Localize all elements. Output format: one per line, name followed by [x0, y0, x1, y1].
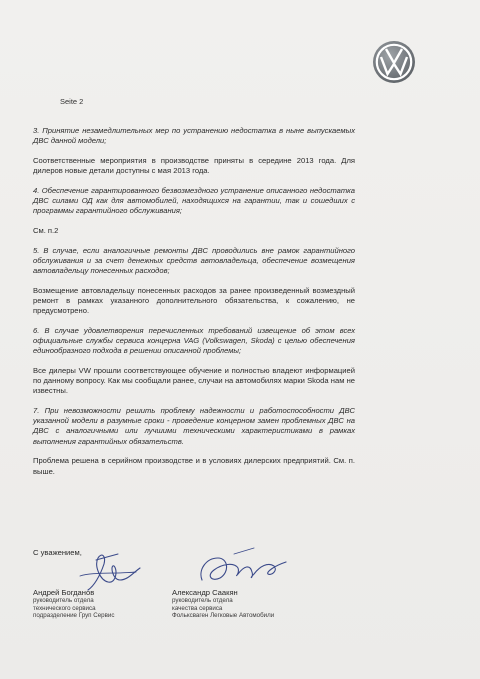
paragraph-response-7: Проблема решена в серийном производстве и в условиях дилерских предприятий. См. п. выше. — [33, 456, 355, 476]
paragraph-response-3: Соответственные мероприятия в производстве приняты в середине 2013 года. Для дилеров новые детали доступны с мая 2013 года. — [33, 155, 355, 176]
signatory-role-line: Фольксваген Легковые Автомобили — [172, 612, 275, 620]
signatory-role-line: руководитель отдела — [33, 597, 94, 604]
signatory-name: Александр Саакян — [172, 588, 238, 597]
paragraph-response-5: Возмещение автовладельцу понесенных расходов за ранее произведенный возмездный ремонт в рамках указанного дополнительного обязательства, к сожалению, не предусмотрено. — [33, 285, 355, 316]
paragraph-requirement-5: 5. В случае, если аналогичные ремонты ДВС проводились вне рамок гарантийного обслуживания и за счет денежных средств автовладельца, обеспечение возмещения автовладельцу понесенных расходов; — [33, 245, 355, 276]
signatory-role-line: качества сервиса — [172, 604, 223, 612]
signatory-name: Андрей Богданов — [33, 588, 95, 597]
signatory-role-line: руководитель отдела — [172, 597, 233, 604]
paragraph-response-6: Все дилеры VW прошли соответствующее обучение и полностью владеют информацией по данному вопросу. Как мы сообщали ранее, случаи на автомобилях марки Skoda нам не известны. — [33, 365, 355, 396]
closing-salutation: С уважением, — [33, 548, 82, 557]
paragraph-requirement-7: 7. При невозможности решить проблему надежности и работоспособности ДВС указанной модели в разумные сроки - проведение концерном замен проблемных ДВС на ДВС с аналогичными или лучшими техническими характеристиками в рамках выполнения гарантийных обязательств. — [33, 406, 355, 446]
letter-body — [33, 126, 355, 486]
signature-bogdanov — [74, 546, 144, 594]
signatory-role-line: технического сервиса — [33, 604, 96, 612]
paragraph-response-4: См. п.2 — [33, 225, 59, 235]
signature-saakyan — [194, 544, 289, 592]
signatory-saakyan — [172, 588, 274, 620]
paragraph-requirement-4: 4. Обеспечение гарантированного безвозмездного устранение описанного недостатка ДВС силами ОД как для автомобилей, находящихся на гарантии, так и сошедших с программы гарантийного обслуживания; — [33, 185, 355, 216]
volkswagen-logo-icon — [372, 40, 416, 84]
paragraph-requirement-3: 3. Принятие незамедлительных мер по устранению недостатка в ныне выпускаемых ДВС данной модели; — [33, 126, 355, 146]
page-number: Seite 2 — [60, 97, 84, 106]
signatory-role-line: подразделение Груп Сервис — [33, 612, 115, 620]
signatory-bogdanov — [33, 588, 114, 620]
paragraph-requirement-6: 6. В случае удовлетворения перечисленных требований извещение об этом всех официальные службы сервиса концерна VAG (Volkswagen, Skoda) с целью обеспечения единообразного подхода в решении описанной проблемы; — [33, 325, 355, 356]
